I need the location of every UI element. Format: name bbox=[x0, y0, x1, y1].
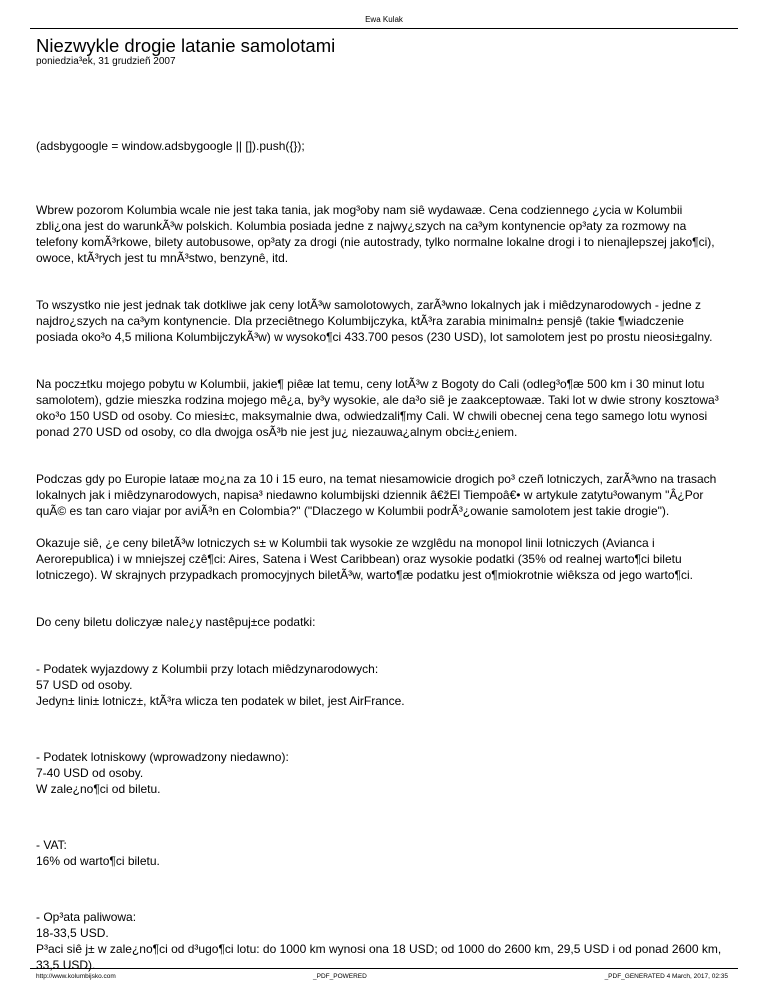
article-date: poniedzia³ek, 31 grudzieñ 2007 bbox=[36, 56, 176, 67]
tax-item bbox=[36, 661, 726, 709]
paragraph: To wszystko nie jest jednak tak dotkliwe jak ceny lotÃ³w samolotowych, zarÃ³wno lokalnych jak i miêdzynarodowych - jedne z najdro¿szych na ca³ym kontynencie. Dla przeciêtnego Kolumbijczyka, ktÃ³ra zarabia minimaln± pensjê (takie ¶wiadczenie posiada oko³o 4,5 miliona KolumbijczykÃ³w) w wysoko¶ci 433.700 pesos (230 USD), lot samolotem jest po prostu nieosi±galny. bbox=[36, 298, 713, 344]
footer-powered: _PDF_POWERED bbox=[313, 973, 367, 980]
tax-item bbox=[36, 837, 726, 869]
paragraph: Na pocz±tku mojego pobytu w Kolumbii, jakie¶ piêæ lat temu, ceny lotÃ³w z Bogoty do Cali (odleg³o¶æ 500 km i 30 minut lotu samolotem), gdzie mieszka rodzina mojego mê¿a, by³y wysokie, ale da³o siê je zaakceptowaæ. Taki lot w dwie strony kosztowa³ oko³o 150 USD od osoby. Co miesi±c, maksymalnie dwa, odwiedzali¶my Cali. W chwili obecnej cena tego samego lotu wynosi ponad 270 USD od osoby, co dla dwojga osÃ³b nie jest ju¿ niezauwa¿alnym obci±¿eniem. bbox=[36, 377, 719, 439]
tax-line: 7-40 USD od osoby. bbox=[36, 766, 144, 780]
tax-line: 57 USD od osoby. bbox=[36, 678, 133, 692]
article-body bbox=[36, 138, 726, 973]
tax-item bbox=[36, 909, 726, 973]
tax-line: - Podatek wyjazdowy z Kolumbii przy lotach miêdzynarodowych: bbox=[36, 662, 379, 676]
footer-url[interactable]: http://www.kolumbijsko.com bbox=[36, 973, 116, 980]
ads-script-text: (adsbygoogle = window.adsbygoogle || []).push({}); bbox=[36, 139, 305, 153]
article-title: Niezwykle drogie latanie samolotami bbox=[36, 35, 336, 56]
tax-line: P³aci siê j± w zale¿no¶ci od d³ugo¶ci lotu: do 1000 km wynosi ona 18 USD; od 1000 do 2600 km, 29,5 USD i od ponad 2600 km, 33,5 USD). bbox=[36, 942, 722, 972]
paragraph: Wbrew pozorom Kolumbia wcale nie jest taka tania, jak mog³oby nam siê wydawaæ. Cena codziennego ¿ycia w Kolumbii zbli¿ona jest do warunkÃ³w polskich. Kolumbia posiada jedne z najwy¿szych na ca³ym kontynencie op³aty za rozmowy na telefony komÃ³rkowe, bilety autobusowe, op³aty za drogi (nie autostrady, tylko normalne lokalne drogi i to nienajlepszej jako¶ci), owoce, ktÃ³rych jest tu mnÃ³stwo, benzynê, itd. bbox=[36, 203, 715, 265]
footer-generated: _PDF_GENERATED 4 March, 2017, 02:35 bbox=[604, 973, 728, 980]
tax-item bbox=[36, 749, 726, 797]
tax-line: - Op³ata paliwowa: bbox=[36, 910, 137, 924]
header-author: Ewa Kulak bbox=[365, 15, 403, 24]
tax-line: 18-33,5 USD. bbox=[36, 926, 109, 940]
tax-line: - Podatek lotniskowy (wprowadzony niedawno): bbox=[36, 750, 289, 764]
paragraph: Okazuje siê, ¿e ceny biletÃ³w lotniczych s± w Kolumbii tak wysokie ze wzglêdu na monopol linii lotniczych (Avianca i Aerorepublica) i w mniejszej czê¶ci: Aires, Satena i West Caribbean) oraz wysokie podatki (35% od realnej warto¶ci biletu lotniczego). W skrajnych przypadkach promocyjnych biletÃ³w, warto¶æ podatku jest o¶miokrotnie wiêksza od jego warto¶ci. bbox=[36, 536, 693, 582]
footer-divider bbox=[30, 968, 738, 969]
paragraph: Do ceny biletu doliczyæ nale¿y nastêpuj±ce podatki: bbox=[36, 615, 316, 629]
tax-line: 16% od warto¶ci biletu. bbox=[36, 854, 160, 868]
header-divider bbox=[30, 28, 738, 29]
tax-line: W zale¿no¶ci od biletu. bbox=[36, 782, 161, 796]
tax-line: - VAT: bbox=[36, 838, 67, 852]
tax-line: Jedyn± lini± lotnicz±, ktÃ³ra wlicza ten podatek w bilet, jest AirFrance. bbox=[36, 694, 405, 708]
paragraph: Podczas gdy po Europie lataæ mo¿na za 10 i 15 euro, na temat niesamowicie drogich po³ czeñ lotniczych, zarÃ³wno na trasach lokalnych jak i miêdzynarodowych, napisa³ niedawno kolumbijski dziennik â€žEl Tiempoâ€• w artykule zatytu³owanym "Â¿Por quÃ© es tan caro viajar por aviÃ³n en Colombia?" ("Dlaczego w Kolumbii podrÃ³¿owanie samolotem jest takie drogie"). bbox=[36, 472, 717, 518]
